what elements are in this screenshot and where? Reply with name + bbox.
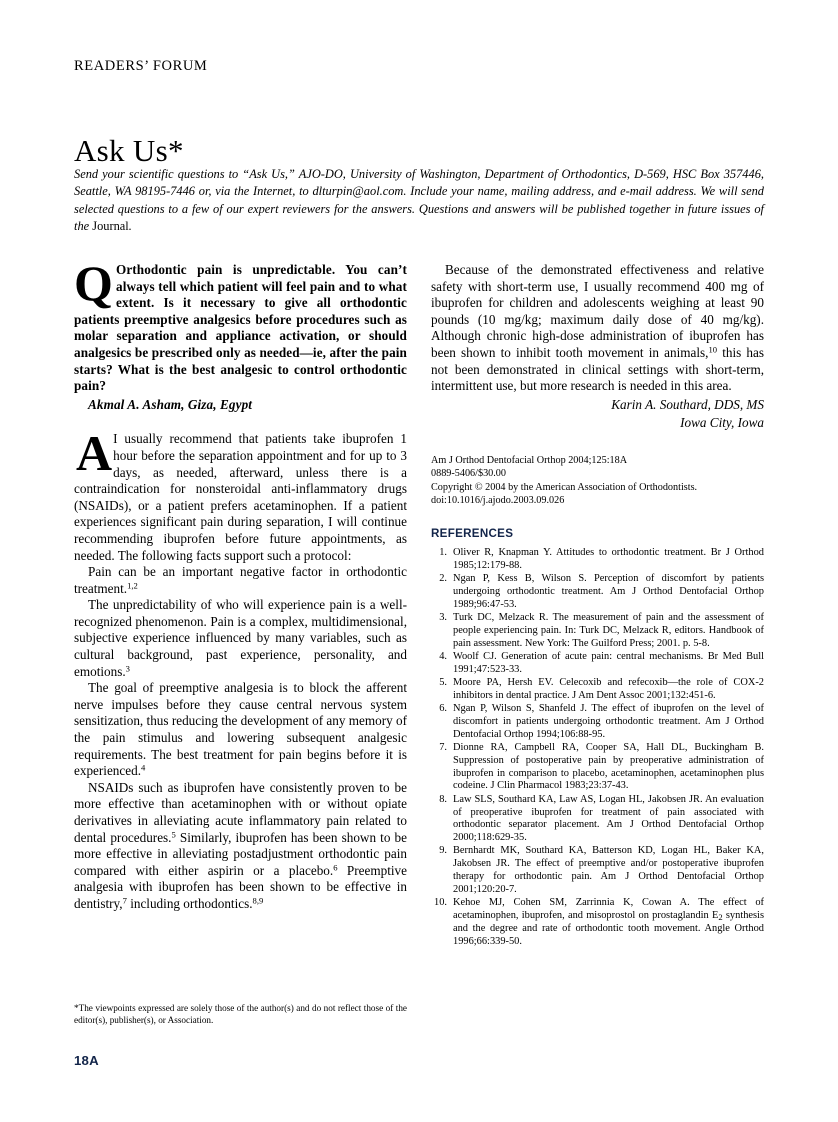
reference-item: Ngan P, Wilson S, Shanfeld J. The effect of ibuprofen on the level of discomfort in patients undergoing orthodontic treatment. Am J Orthod Dentofacial Orthop 1994;106:88-95.: [453, 703, 764, 740]
question-attribution: Akmal A. Asham, Giza, Egypt: [88, 396, 253, 412]
citation-line-copyright: Copyright © 2004 by the American Association of Orthodontists.: [431, 481, 698, 493]
citation-ref-3: 3: [125, 663, 130, 674]
standfirst-paragraph: [74, 166, 764, 235]
citation-ref-1-2: 1,2: [127, 580, 138, 591]
answer-text-2: Pain can be an important negative factor in orthodontic treatment.: [74, 564, 407, 596]
reference-item-text-b: synthesis and the degree and rate of orthodontic tooth movement. Angle Orthod 1996;66:339-50.: [453, 909, 764, 947]
references-list: [431, 547, 764, 948]
question-block: [74, 255, 407, 413]
standfirst-text-tail: .: [128, 218, 132, 233]
answer-paragraph-6: [431, 262, 764, 395]
answer-attribution-location: Iowa City, Iowa: [680, 415, 764, 431]
answer-paragraph-4: [74, 680, 407, 780]
answer-text-3: The unpredictability of who will experience pain is a well-recognized phenomenon. Pain is a complex, multidimensional, subjective experience influenced by many variables, such as cultural background, past experience, personality, and emotions.: [74, 597, 407, 679]
reference-item: Bernhardt MK, Southard KA, Batterson KD, Logan HL, Baker KA, Jakobsen JR. The effect of preemptive and/or postoperative ibuprofen therapy for orthodontic pain. Am J Orthod Dentofacial Orthop 2001;120:20-7.: [453, 845, 764, 895]
footnote: [74, 1002, 407, 1026]
reference-item: [431, 897, 764, 948]
answer-text-5a: NSAIDs such as ibuprofen have consistently proven to be more effective than acetaminophen with or without opiate derivatives in alleviating acute inflammatory pain related to dental procedures.: [74, 779, 407, 845]
page-title: Ask Us*: [74, 132, 184, 168]
citation-ref-7: 7: [122, 895, 127, 906]
answer-block: [74, 425, 407, 912]
reference-item: Law SLS, Southard KA, Law AS, Logan HL, Jakobsen JR. An evaluation of preoperative ibuprofen for treatment of pain associated with orthodontic separator placement. Am J Orthod Dentofacial Orthop 2000;118:629-35.: [453, 793, 764, 844]
answer-paragraph-1: [74, 425, 407, 564]
reference-item: Moore PA, Hersh EV. Celecoxib and refecoxib—the role of COX-2 inhibitors in dental practice. J Am Dent Assoc 2001;132:451-6.: [453, 677, 764, 701]
answer-paragraph-5: [74, 780, 407, 913]
subscript-2: 2: [718, 911, 723, 922]
column-right: [431, 262, 764, 949]
citation-block: [431, 454, 764, 507]
footnote-text: The viewpoints expressed are solely those of the author(s) and do not reflect those of the editor(s), publisher(s), or Association.: [74, 1003, 407, 1025]
reference-item: Dionne RA, Campbell RA, Cooper SA, Hall DL, Buckingham B. Suppression of postoperative pain by preoperative administration of ibuprofen in comparison to placebo, acetaminophen, acetaminophen plus codeine. J Clin Pharmacol 1983;23:37-43.: [453, 742, 764, 792]
answer-text-5b: Similarly, ibuprofen has been shown to be more effective in alleviating postadjustment orthodontic pain compared with either aspirin or a placebo.: [74, 829, 407, 878]
citation-ref-5: 5: [171, 829, 176, 840]
reference-item: Turk DC, Melzack R. The measurement of pain and the assessment of people experiencing pain. In: Turk DC, Melzack R, editors. Handbook of pain assessment. New York: The Guilford Press; 2001. p. 5-8.: [453, 612, 764, 649]
answer-text-1: I usually recommend that patients take ibuprofen 1 hour before the separation appointment and for up to 3 days, as needed, afterward, unless there is a contraindication for nonsteroidal anti-inflammatory drugs (NSAIDs), or a patient prefers acetaminophen. If a patient experiences significant pain during separation, I will continue recommending ibuprofen before future appointments, as needed. The following facts support such a protocol:: [74, 431, 407, 563]
citation-ref-8-9: 8,9: [252, 895, 264, 906]
dropcap-a: A: [76, 425, 113, 482]
answer-paragraph-3: [74, 597, 407, 680]
question-text: Orthodontic pain is unpredictable. You can’t always tell which patient will feel pain and to what extent. Is it necessary to give all orthodontic patients preemptive analgesics before procedures such as molar separation and appliance activation, or should analgesics be prescribed only as needed—ie, after the pain starts? What is the best analgesic to control orthodontic pain?: [74, 262, 407, 394]
answer-text-5d: including orthodontics.: [126, 895, 253, 911]
dropcap-q: Q: [74, 255, 113, 311]
question-paragraph: [74, 255, 407, 395]
citation-line-doi: doi:10.1016/j.ajodo.2003.09.026: [431, 494, 565, 506]
reference-item: Woolf CJ. Generation of acute pain: central mechanisms. Br Med Bull 1991;47:523-33.: [453, 651, 764, 675]
answer-text-6b: this has not been demonstrated in clinical settings with short-term, intermittent use, but more research is needed in this area.: [431, 344, 765, 394]
citation-ref-6: 6: [333, 862, 338, 873]
standfirst-text-main: Send your scientific questions to “Ask Us,” AJO-DO, University of Washington, Department of Orthodontics, D-569, HSC Box 357446, Seattle, WA 98195-7446 or, via the Internet, to dlturpin@aol.com. Include your name, mailing address, and e-mail address. We will send selected questions to a few of our expert reviewers for the answers. Questions and answers will be published together in future issues of the: [74, 167, 764, 233]
citation-ref-4: 4: [141, 762, 146, 773]
page-number: 18A: [74, 1053, 99, 1068]
reference-item-text-a: Kehoe MJ, Cohen SM, Zarrinnia K, Cowan A. The effect of acetaminophen, ibuprofen, and misoprostol on prostaglandin E: [453, 897, 764, 921]
column-left: [74, 255, 407, 913]
citation-line-issn: 0889-5406/$30.00: [431, 468, 506, 480]
reference-item: Oliver R, Knapman Y. Attitudes to orthodontic treatment. Br J Orthod 1985;12:179-88.: [453, 547, 764, 571]
answer-text-6a: Because of the demonstrated effectiveness and relative safety with short-term use, I usually recommend 400 mg of ibuprofen for children and adolescents weighing at least 90 pounds (10 mg/kg; maximum daily dose of 40 mg/kg). Although chronic high-dose administration of ibuprofen has been shown to inhibit tooth movement in animals,: [431, 262, 764, 360]
footnote-marker: *: [74, 1003, 79, 1013]
citation-ref-10: 10: [708, 344, 718, 355]
running-head: READERS’ FORUM: [74, 58, 208, 74]
answer-paragraph-2: [74, 564, 407, 597]
answer-text-5c: Preemptive analgesia with ibuprofen has been shown to be effective in dentistry,: [74, 862, 407, 911]
answer-text-4: The goal of preemptive analgesia is to block the afferent nerve impulses before they cause central nervous system sensitization, thus reducing the development of any memory of the pain stimulus and lowering subsequent analgesic requirements. The best treatment for pain begins before it is experienced.: [74, 680, 407, 779]
references-heading: REFERENCES: [431, 527, 514, 541]
reference-item: Ngan P, Kess B, Wilson S. Perception of discomfort by patients undergoing orthodontic treatment. Am J Orthod Dentofacial Orthop 1989;96:47-53.: [453, 573, 764, 610]
answer-attribution-name: Karin A. Southard, DDS, MS: [611, 396, 764, 412]
standfirst-journal-word: Journal: [92, 218, 129, 233]
citation-line-journal: Am J Orthod Dentofacial Orthop 2004;125:18A: [431, 454, 628, 466]
